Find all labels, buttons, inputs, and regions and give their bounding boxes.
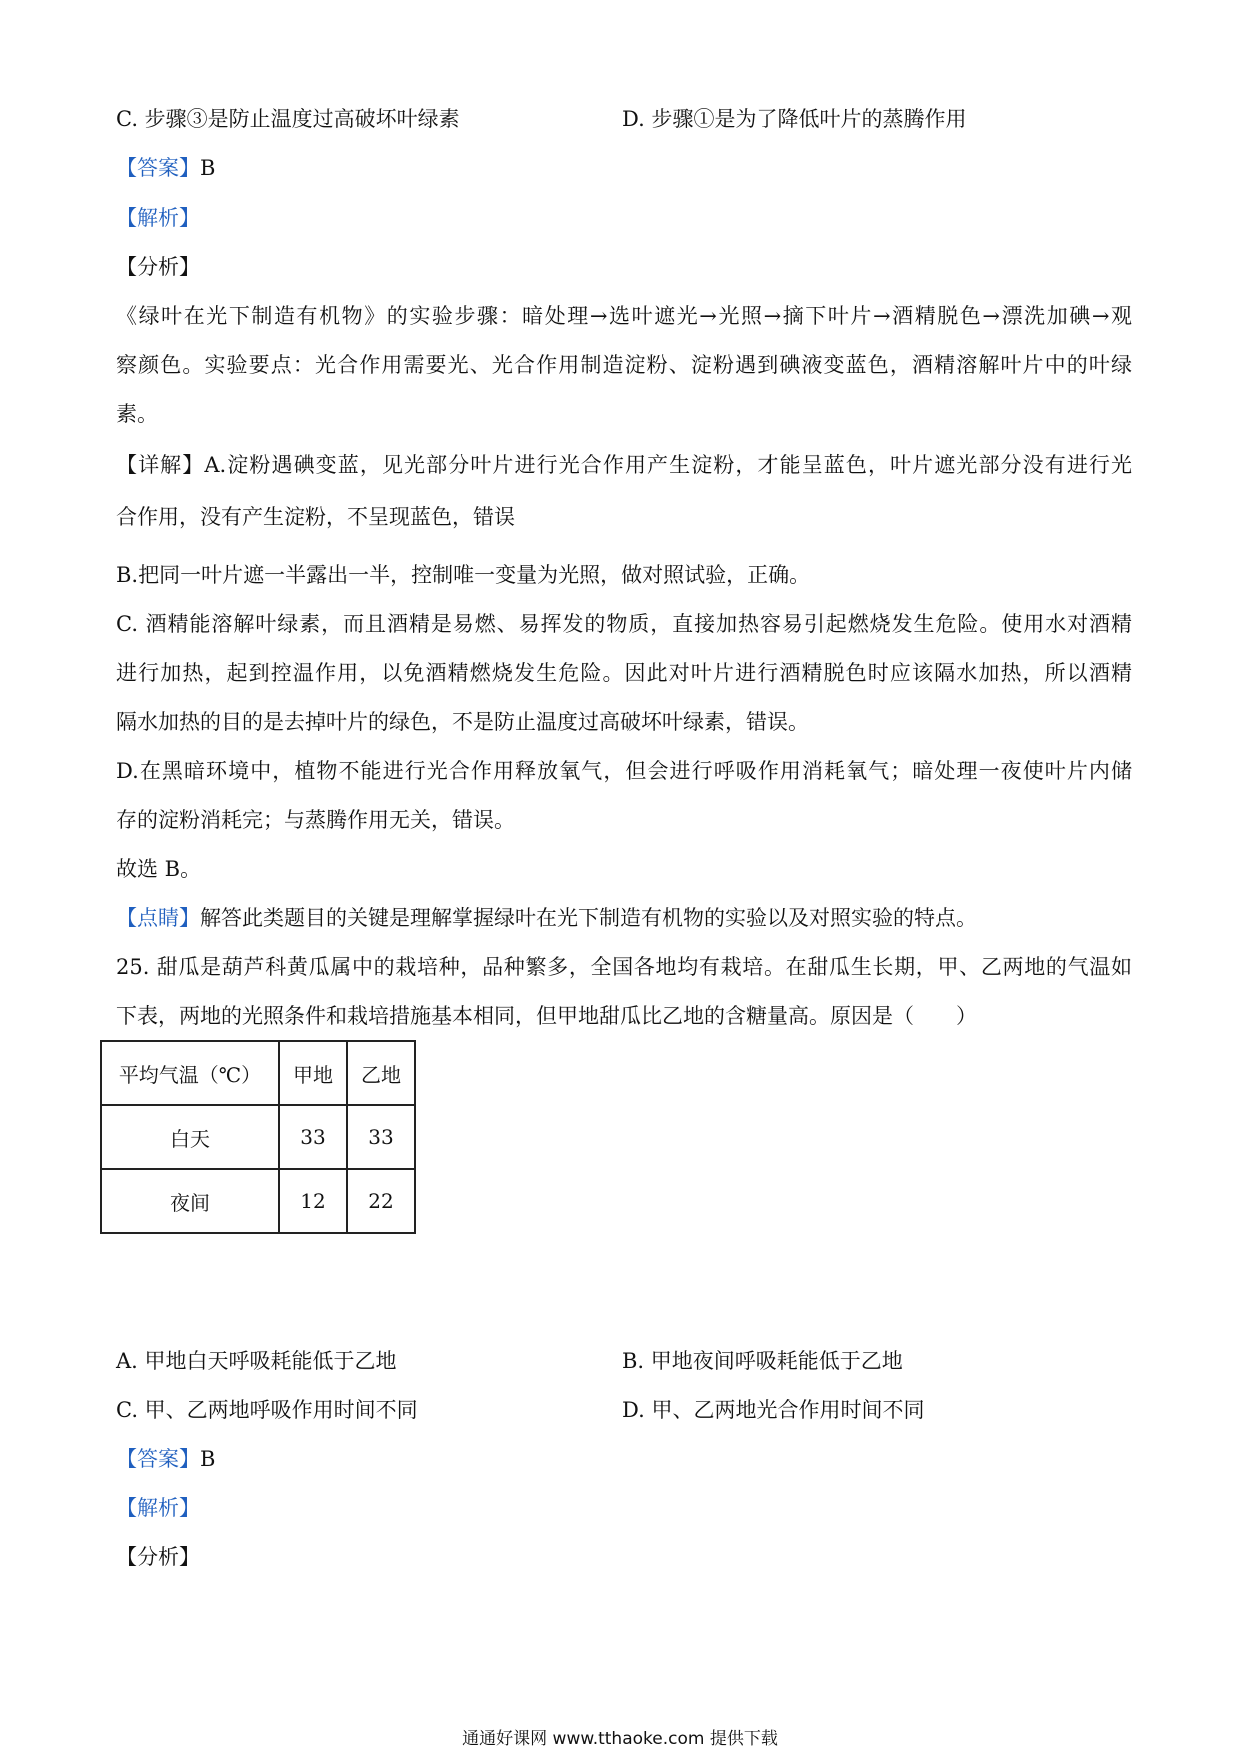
- option-a-25: A. 甲地白天呼吸耗能低于乙地: [116, 1349, 397, 1373]
- temperature-table: [100, 1040, 416, 1234]
- detail-d-line-2: 存的淀粉消耗完；与蒸腾作用无关，错误。: [116, 808, 515, 832]
- dianjing-text: 解答此类题目的关键是理解掌握绿叶在光下制造有机物的实验以及对照实验的特点。: [200, 906, 977, 930]
- detail-c-line-1: C. 酒精能溶解叶绿素，而且酒精是易燃、易挥发的物质，直接加热容易引起燃烧发生危险。使用水对酒精: [116, 612, 1132, 636]
- detail-b: B.把同一叶片遮一半露出一半，控制唯一变量为光照，做对照试验，正确。: [116, 563, 811, 587]
- fenxi-label-25: 【分析】: [116, 1545, 200, 1569]
- table-cell: 33: [279, 1105, 347, 1169]
- analysis-label: 【解析】: [116, 206, 200, 230]
- table-cell: 夜间: [101, 1169, 279, 1233]
- choose-line: 故选 B。: [116, 857, 202, 881]
- detail-c-line-3: 隔水加热的目的是去掉叶片的绿色，不是防止温度过高破坏叶绿素，错误。: [116, 710, 809, 734]
- question-25-line-2: 下表，两地的光照条件和栽培措施基本相同，但甲地甜瓜比乙地的含糖量高。原因是（ ）: [116, 1004, 977, 1028]
- table-header-cell: 平均气温（℃）: [101, 1041, 279, 1105]
- detail-a-line-2: 合作用，没有产生淀粉，不呈现蓝色，错误: [116, 505, 515, 529]
- fenxi-line-2: 察颜色。实验要点：光合作用需要光、光合作用制造淀粉、淀粉遇到碘液变蓝色，酒精溶解叶片中的叶绿: [116, 353, 1132, 377]
- answer-value: B: [200, 1447, 216, 1471]
- table-cell: 白天: [101, 1105, 279, 1169]
- detail-c-line-2: 进行加热，起到控温作用，以免酒精燃烧发生危险。因此对叶片进行酒精脱色时应该隔水加热，所以酒精: [116, 661, 1132, 685]
- option-c-prev: C. 步骤③是防止温度过高破坏叶绿素: [116, 107, 460, 131]
- fenxi-label: 【分析】: [116, 255, 200, 279]
- option-d-prev: D. 步骤①是为了降低叶片的蒸腾作用: [622, 107, 967, 131]
- option-b-25: B. 甲地夜间呼吸耗能低于乙地: [622, 1349, 903, 1373]
- detail-d-line-1: D.在黑暗环境中，植物不能进行光合作用释放氧气，但会进行呼吸作用消耗氧气；暗处理一夜使叶片内储: [116, 759, 1132, 783]
- table-header-cell: 甲地: [279, 1041, 347, 1105]
- fenxi-line-1: 《绿叶在光下制造有机物》的实验步骤：暗处理→选叶遮光→光照→摘下叶片→酒精脱色→漂洗加碘→观: [116, 304, 1132, 328]
- table-cell: 12: [279, 1169, 347, 1233]
- fenxi-line-3: 素。: [116, 402, 158, 426]
- table-header-row: [101, 1041, 415, 1105]
- dianjing-label: 【点睛】: [116, 906, 200, 930]
- answer-prev: [116, 153, 215, 183]
- dianjing-line: [116, 903, 977, 933]
- page-footer: 通通好课网 www.tthaoke.com 提供下载: [462, 1729, 778, 1749]
- option-d-25: D. 甲、乙两地光合作用时间不同: [622, 1398, 925, 1422]
- option-c-25: C. 甲、乙两地呼吸作用时间不同: [116, 1398, 418, 1422]
- table-cell: 22: [347, 1169, 415, 1233]
- table-row: [101, 1105, 415, 1169]
- table-cell: 33: [347, 1105, 415, 1169]
- question-25-line-1: 25. 甜瓜是葫芦科黄瓜属中的栽培种，品种繁多，全国各地均有栽培。在甜瓜生长期，甲、乙两地的气温如: [116, 955, 1132, 979]
- answer-label: 【答案】: [116, 1447, 200, 1471]
- table-header-cell: 乙地: [347, 1041, 415, 1105]
- table-row: [101, 1169, 415, 1233]
- answer-25: [116, 1444, 215, 1474]
- detail-a-text-1: A.淀粉遇碘变蓝，见光部分叶片进行光合作用产生淀粉，才能呈蓝色，叶片遮光部分没有进行光: [204, 453, 1132, 477]
- answer-label: 【答案】: [116, 156, 200, 180]
- analysis-label-25: 【解析】: [116, 1496, 200, 1520]
- detail-label: 【详解】: [116, 453, 205, 477]
- detail-a-line-1: [116, 450, 1132, 480]
- answer-value: B: [200, 156, 216, 180]
